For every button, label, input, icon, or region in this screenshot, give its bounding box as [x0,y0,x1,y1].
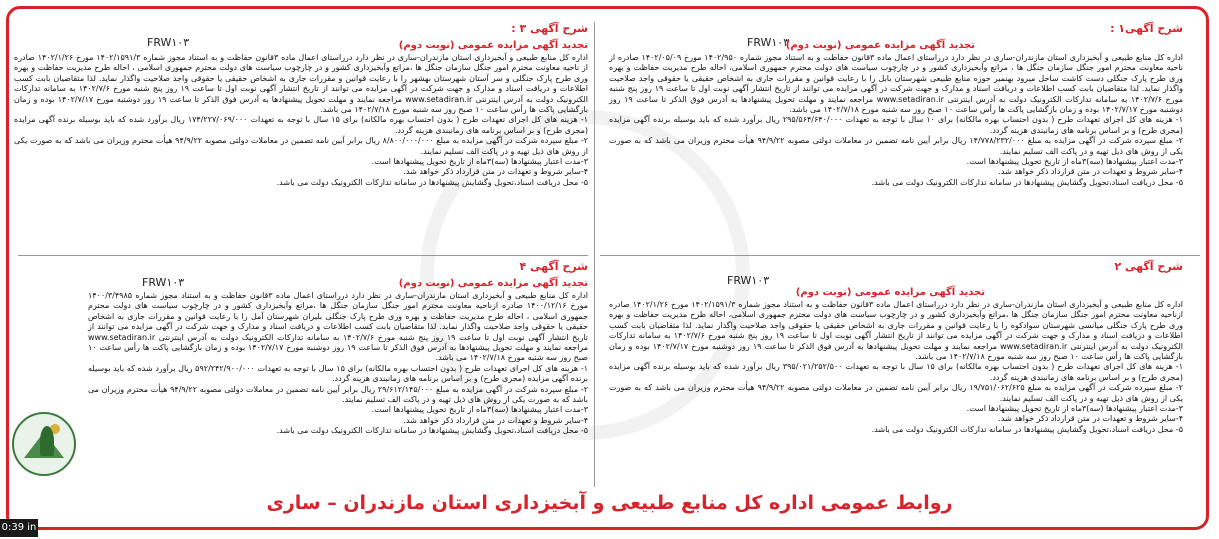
notice-1-body [609,53,1183,188]
notice-panel-2 [607,258,1185,486]
notice-3-intro: اداره کل منابع طبیعی و آبخیزداری استان مازندران-ساری در نظر دارد درراستای اعمال ماده ۳قانون حفاظت و به استناد مجوز شماره ۱۴۰۲/۱۵۹۱/۳ مورخ ۱۴۰۲/۱/۲۶ صادره از ناحیه معاونت محترم امور جنگل سازمان جنگل ها ،مراتع وآبخیزداری کشور و در چارچوب سیاست های دولت محترم جمهوری اسلامی ، احاله طرح مدیریت حفاظت و بهره وری طرح پارک جنگلی و سر آستان شهرستان بهشهر را با رعایت قوانین و مقررات جاری به اشخاص حقیقی یا حقوقی واجد صلاحیت واگذار نماید. لذا متقاضیان بابت کسب اطلاعات و دریافت اسناد و مدارک و جهت شرکت در آگهی مزایده می توانند از تاریخ انتشار آگهی نوبت اول تا ساعت ۱۹ روز پنج شنبه مورخ ۱۴۰۲/۷/۶ به سامانه تدارکات الکترونیک دولت به آدرس اینترنتی www.setadiran.ir مراجعه نمایند و مهلت تحویل پیشنهادها به آدرس فوق الذکر تا ساعت ۱۹ روز دوشنبه مورخ ۱۴۰۲/۷/۱۷ بوده و زمان بازگشایی پاکت ها رأس ساعت ۱۰ صبح روز سه شنبه مورخ ۱۴۰۲/۷/۱۸ می باشد. [14,53,589,115]
notice-4-heading: شرح آگهی ۴ [519,260,588,273]
column-divider [594,22,595,487]
notice-3-item-4: ۴-سایر شروط و تعهدات در متن قرارداد ذکر خواهد شد. [403,167,588,177]
notice-3-item-5: ۵- محل دریافت اسناد،تحویل وگشایش پیشنهادها در سامانه تدارکات الکترونیک دولت می باشد. [276,177,588,187]
notice-3-item-1: ۱- هزینه های کل اجرای تعهدات طرح ( بدون احتساب بهره مالکانه) برای ۱۵ سال با توجه به تعهدات ۱۷۴/۲۲۷/۰۶۹/۰۰۰ ریال برآورد شده که باید بوسیله برنده آگهی مزایده (مجری طرح) و بر اساس برنامه های زمانبندی هزینه گردد. [14,115,588,135]
notice-panel-3 [12,20,590,250]
notice-4-title: تجدید آگهی مزایده عمومی (نوبت دوم) [398,278,588,289]
notice-3-item-2: ۲- مبلغ سپرده شرکت در آگهی مزایده به مبلغ ۸/۸۰۰/۰۰۰/۰۰۰ ریال برابر آیین نامه تضمین در معاملات دولتی مصوبه ۹۴/۹/۲۲ هیأت محترم وزیران می باشد که به صورت یکی از روش های ذیل تهیه و در پاکت الف تسلیم نمایند. [14,136,589,156]
notice-1-item-4: ۴-سایر شروط و تعهدات در متن قرارداد ذکر خواهد شد. [998,167,1183,177]
row-divider-left [18,255,588,256]
notice-panel-1 [607,20,1185,250]
notice-2-body [609,300,1183,435]
notice-2-item-4: ۴-سایر شروط و تعهدات در متن قرارداد ذکر خواهد شد. [998,414,1183,424]
footer-signature: روابط عمومی اداره کل منابع طبیعی و آبخیزداری استان مازندران – ساری [266,492,953,514]
notice-panel-4 [12,258,590,486]
notice-1-code: FRW۱۰۳ [747,36,790,49]
notice-2-intro: اداره کل منابع طبیعی و آبخیزداری استان مازندران-ساری در نظر دارد درراستای اعمال ماده ۳قانون حفاظت و به استناد مجوز شماره ۱۴۰۲/۱۵۹۱/۳ مورخ ۱۴۰۲/۱/۲۶ صادره ازناحیه معاونت محترم امور جنگل سازمان جنگل ها ،مراتع وآبخیزداری کشور و در چارچوب سیاست های دولت محترم جمهوری اسلامی، احاله طرح مدیریت حفاظت و بهره وری طرح پارک جنگلی میانسی شهرستان سوادکوه را با رعایت قوانین و مقررات جاری به اشخاص حقیقی یا حقوقی واجد صلاحیت واگذار نماید. لذا متقاضیان بابت کسب اطلاعات و دریافت اسناد و مدارک و جهت شرکت در آگهی مزایده می توانند از تاریخ انتشار آگهی نوبت اول تا ساعت ۱۹ روز پنج شنبه مورخ ۱۴۰۲/۷/۶ به سامانه تدارکات الکترونیک دولت به آدرس اینترنتی www.setadiran.ir مراجعه نمایند و مهلت تحویل پیشنهادها به آدرس فوق الذکر تا ساعت ۱۹ روز دوشنبه مورخ ۱۴۰۲/۷/۱۷ بوده و زمان بازگشایی پاکت ها رأس ساعت ۱۰ صبح روز سه شنبه مورخ ۱۴۰۲/۷/۱۸ می باشد. [609,300,1184,362]
notice-3-code: FRW۱۰۳ [147,36,190,49]
video-timer: 0:39 in [0,519,38,537]
notice-4-item-3: ۳-مدت اعتبار پیشنهادها (سه)۳ماه از تاریخ تحویل پیشنهادها است. [371,405,588,415]
notice-1-item-3: ۳-مدت اعتبار پیشنهادها (سه)۳ماه از تاریخ تحویل پیشنهادها است. [966,157,1183,167]
notice-1-heading: شرح آگهی۱ : [1110,22,1183,35]
notice-4-body [88,291,588,437]
notice-2-item-1: ۱- هزینه های کل اجرای تعهدات طرح ( بدون احتساب بهره مالکانه) برای ۱۵ سال با توجه به تعهدات ۳۹۵/۰۲۱/۲۵۲/۵۰۰ ریال برآورد شده که باید بوسیله برنده آگهی مزایده (مجری طرح) و بر اساس برنامه های زمانبندی هزینه گردد. [609,362,1183,382]
notice-4-item-5: ۵- محل دریافت اسناد،تحویل وگشایش پیشنهادها در سامانه تدارکات الکترونیک دولت می باشد. [276,426,588,436]
organization-logo-icon [12,412,76,476]
notice-3-heading: شرح آگهی ۳ : [511,22,588,35]
notice-4-item-2: ۲- مبلغ سپرده شرکت در آگهی مزایده به مبلغ ۲۹/۶۱۲/۱۴۵/۰۰۰ ریال برابر آیین نامه تضمین در معاملات دولتی مصوبه ۹۴/۹/۲۲ هیأت محترم وزیران می باشد که به صورت یکی از روش های ذیل تهیه و در پاکت الف تسلیم نمایند. [88,384,588,405]
notice-4-intro: اداره کل منابع طبیعی و آبخیزداری استان مازندران-ساری در نظر دارد درراستای اعمال ماده ۳قانون حفاظت و به استناد مجوز شماره ۱۴۰۰/۳/۴۹۸۵ مورخ ۱۴۰۰/۱۲/۱۶ صادره ازناحیه معاونت محترم امور جنگل سازمان جنگل ها ،مراتع وآبخیزداری کشور و در چارچوب سیاست های دولت محترم جمهوری اسلامی ، احاله طرح مدیریت حفاظت و بهره وری طرح پارک جنگلی بلیران شهرستان آمل را با رعایت قوانین و مقررات جاری به اشخاص حقیقی یا حقوقی واجد صلاحیت واگذار نماید. لذا متقاضیان بابت کسب اطلاعات و دریافت اسناد و مدارک و جهت شرکت در آگهی مزایده می توانند از تاریخ انتشار آگهی نوبت اول تا ساعت ۱۹ روز پنج شنبه مورخ ۱۴۰۲/۷/۶ به سامانه تدارکات الکترونیک دولت به آدرس اینترنتی www.setadiran.ir مراجعه نمایند و مهلت تحویل پیشنهادها به آدرس فوق الذکر تا ساعت ۱۹ روز دوشنبه مورخ ۱۴۰۲/۷/۱۷ بوده و زمان بازگشایی پاکت ها رأس ساعت ۱۰ صبح روز سه شنبه مورخ ۱۴۰۲/۷/۱۸ می باشد. [88,291,589,363]
row-divider-right [600,255,1200,256]
notice-1-intro: اداره کل منابع طبیعی و آبخیزداری استان مازندران-ساری در نظر دارد درراستای اعمال ماده ۳قانون حفاظت و به استناد مجوز شماره ۱۴۰۲/۹۵۰ مورخ ۱۴۰۲/۰۵/۰۹ صادره از ناحیه معاونت محترم امور جنگل سازمان جنگل ها ، مراتع وآبخیزداری کشور و در چارچوب سیاست های دولت محترم جمهوری اسلامی، احاله طرح مدیریت حفاظت و بهره وری طرح پارک جنگلی دست کاشت ساحل میرود بهنمیر حوزه منابع طبیعی شهرستان بابل را با رعایت قوانین و مقررات جاری به اشخاص حقیقی یا حقوقی واجد صلاحیت واگذار نماید. لذا متقاضیان بابت کسب اطلاعات و دریافت اسناد و مدارک و جهت شرکت در آگهی مزایده می توانند از تاریخ انتشار آگهی نوبت اول تا ساعت ۱۹ روز پنج شنبه مورخ ۱۴۰۲/۷/۶ به سامانه تدارکات الکترونیک دولت به آدرس اینترنتی www.setadiran.ir مراجعه نمایند و مهلت تحویل پیشنهادها به آدرس فوق الذکر تا ساعت ۱۹ روز دوشنبه مورخ ۱۴۰۲/۷/۱۷ بوده و زمان بازگشایی پاکت ها رأس ساعت ۱۰ صبح روز سه شنبه مورخ ۱۴۰۲/۷/۱۸ می باشد. [609,53,1184,115]
notice-2-item-5: ۵- محل دریافت اسناد،تحویل وگشایش پیشنهادها در سامانه تدارکات الکترونیک دولت می باشد. [871,424,1183,434]
notice-3-item-3: ۳-مدت اعتبار پیشنهادها (سه)۳ماه از تاریخ تحویل پیشنهادها است. [371,157,588,167]
notice-4-item-4: ۴-سایر شروط و تعهدات در متن قرارداد ذکر خواهد شد. [403,415,588,425]
notice-2-heading: شرح آگهی ۲ [1114,260,1183,273]
notice-3-title: تجدید آگهی مزایده عمومی (نوبت دوم) [398,40,588,51]
logo-tree [40,426,54,456]
notice-2-code: FRW۱۰۳ [727,274,770,287]
notice-1-title: تجدید آگهی مزایده عمومی (نوبت دوم) [785,40,975,51]
notice-4-item-1: ۱- هزینه های کل اجرای تعهدات طرح ( بدون احتساب بهره مالکانه) برای ۱۵ سال با توجه به تعهدات ۵۹۲/۲۴۲/۹۰۰/۰۰۰ ریال برآورد شده که باید بوسیله برنده آگهی مزایده (مجری طرح) و بر اساس برنامه های زمانبندی هزینه گردد. [88,363,589,384]
notice-4-code: FRW۱۰۳ [142,276,185,289]
notice-2-item-3: ۳-مدت اعتبار پیشنهادها (سه)۳ماه از تاریخ تحویل پیشنهادها است. [966,404,1183,414]
notice-1-item-1: ۱- هزینه های کل اجرای تعهدات طرح ( بدون احتساب بهره مالکانه) برای ۱۰ سال با توجه به تعهدات ۲۹۵/۵۶۴/۶۴۰/۰۰۰ ریال برآورد شده که باید بوسیله برنده آگهی مزایده (مجری طرح) و بر اساس برنامه های زمانبندی هزینه گردد. [609,115,1183,135]
notice-1-item-5: ۵- محل دریافت اسناد،تحویل وگشایش پیشنهادها در سامانه تدارکات الکترونیک دولت می باشد. [871,177,1183,187]
notice-1-item-2: ۲- مبلغ سپرده شرکت در آگهی مزایده به مبلغ ۱۴/۷۷۸/۲۳۲/۰۰۰ ریال برابر آیین نامه تضمین در معاملات دولتی مصوبه ۹۴/۹/۲۲ هیأت محترم وزیران می باشد که به صورت یکی از روش های ذیل تهیه و در پاکت الف تسلیم نمایند. [609,136,1184,156]
notice-3-body [14,53,588,188]
notice-2-item-2: ۲- مبلغ سپرده شرکت در آگهی مزایده به مبلغ ۱۹/۷۵۱/۰۶۲/۶۲۵ ریال برابر آیین نامه تضمین در معاملات دولتی مصوبه ۹۴/۹/۲۲ هیأت محترم وزیران می باشد که به صورت یکی از روش های ذیل تهیه و در پاکت الف تسلیم نمایند. [609,383,1184,403]
notice-2-title: تجدید آگهی مزایده عمومی (نوبت دوم) [795,287,985,298]
